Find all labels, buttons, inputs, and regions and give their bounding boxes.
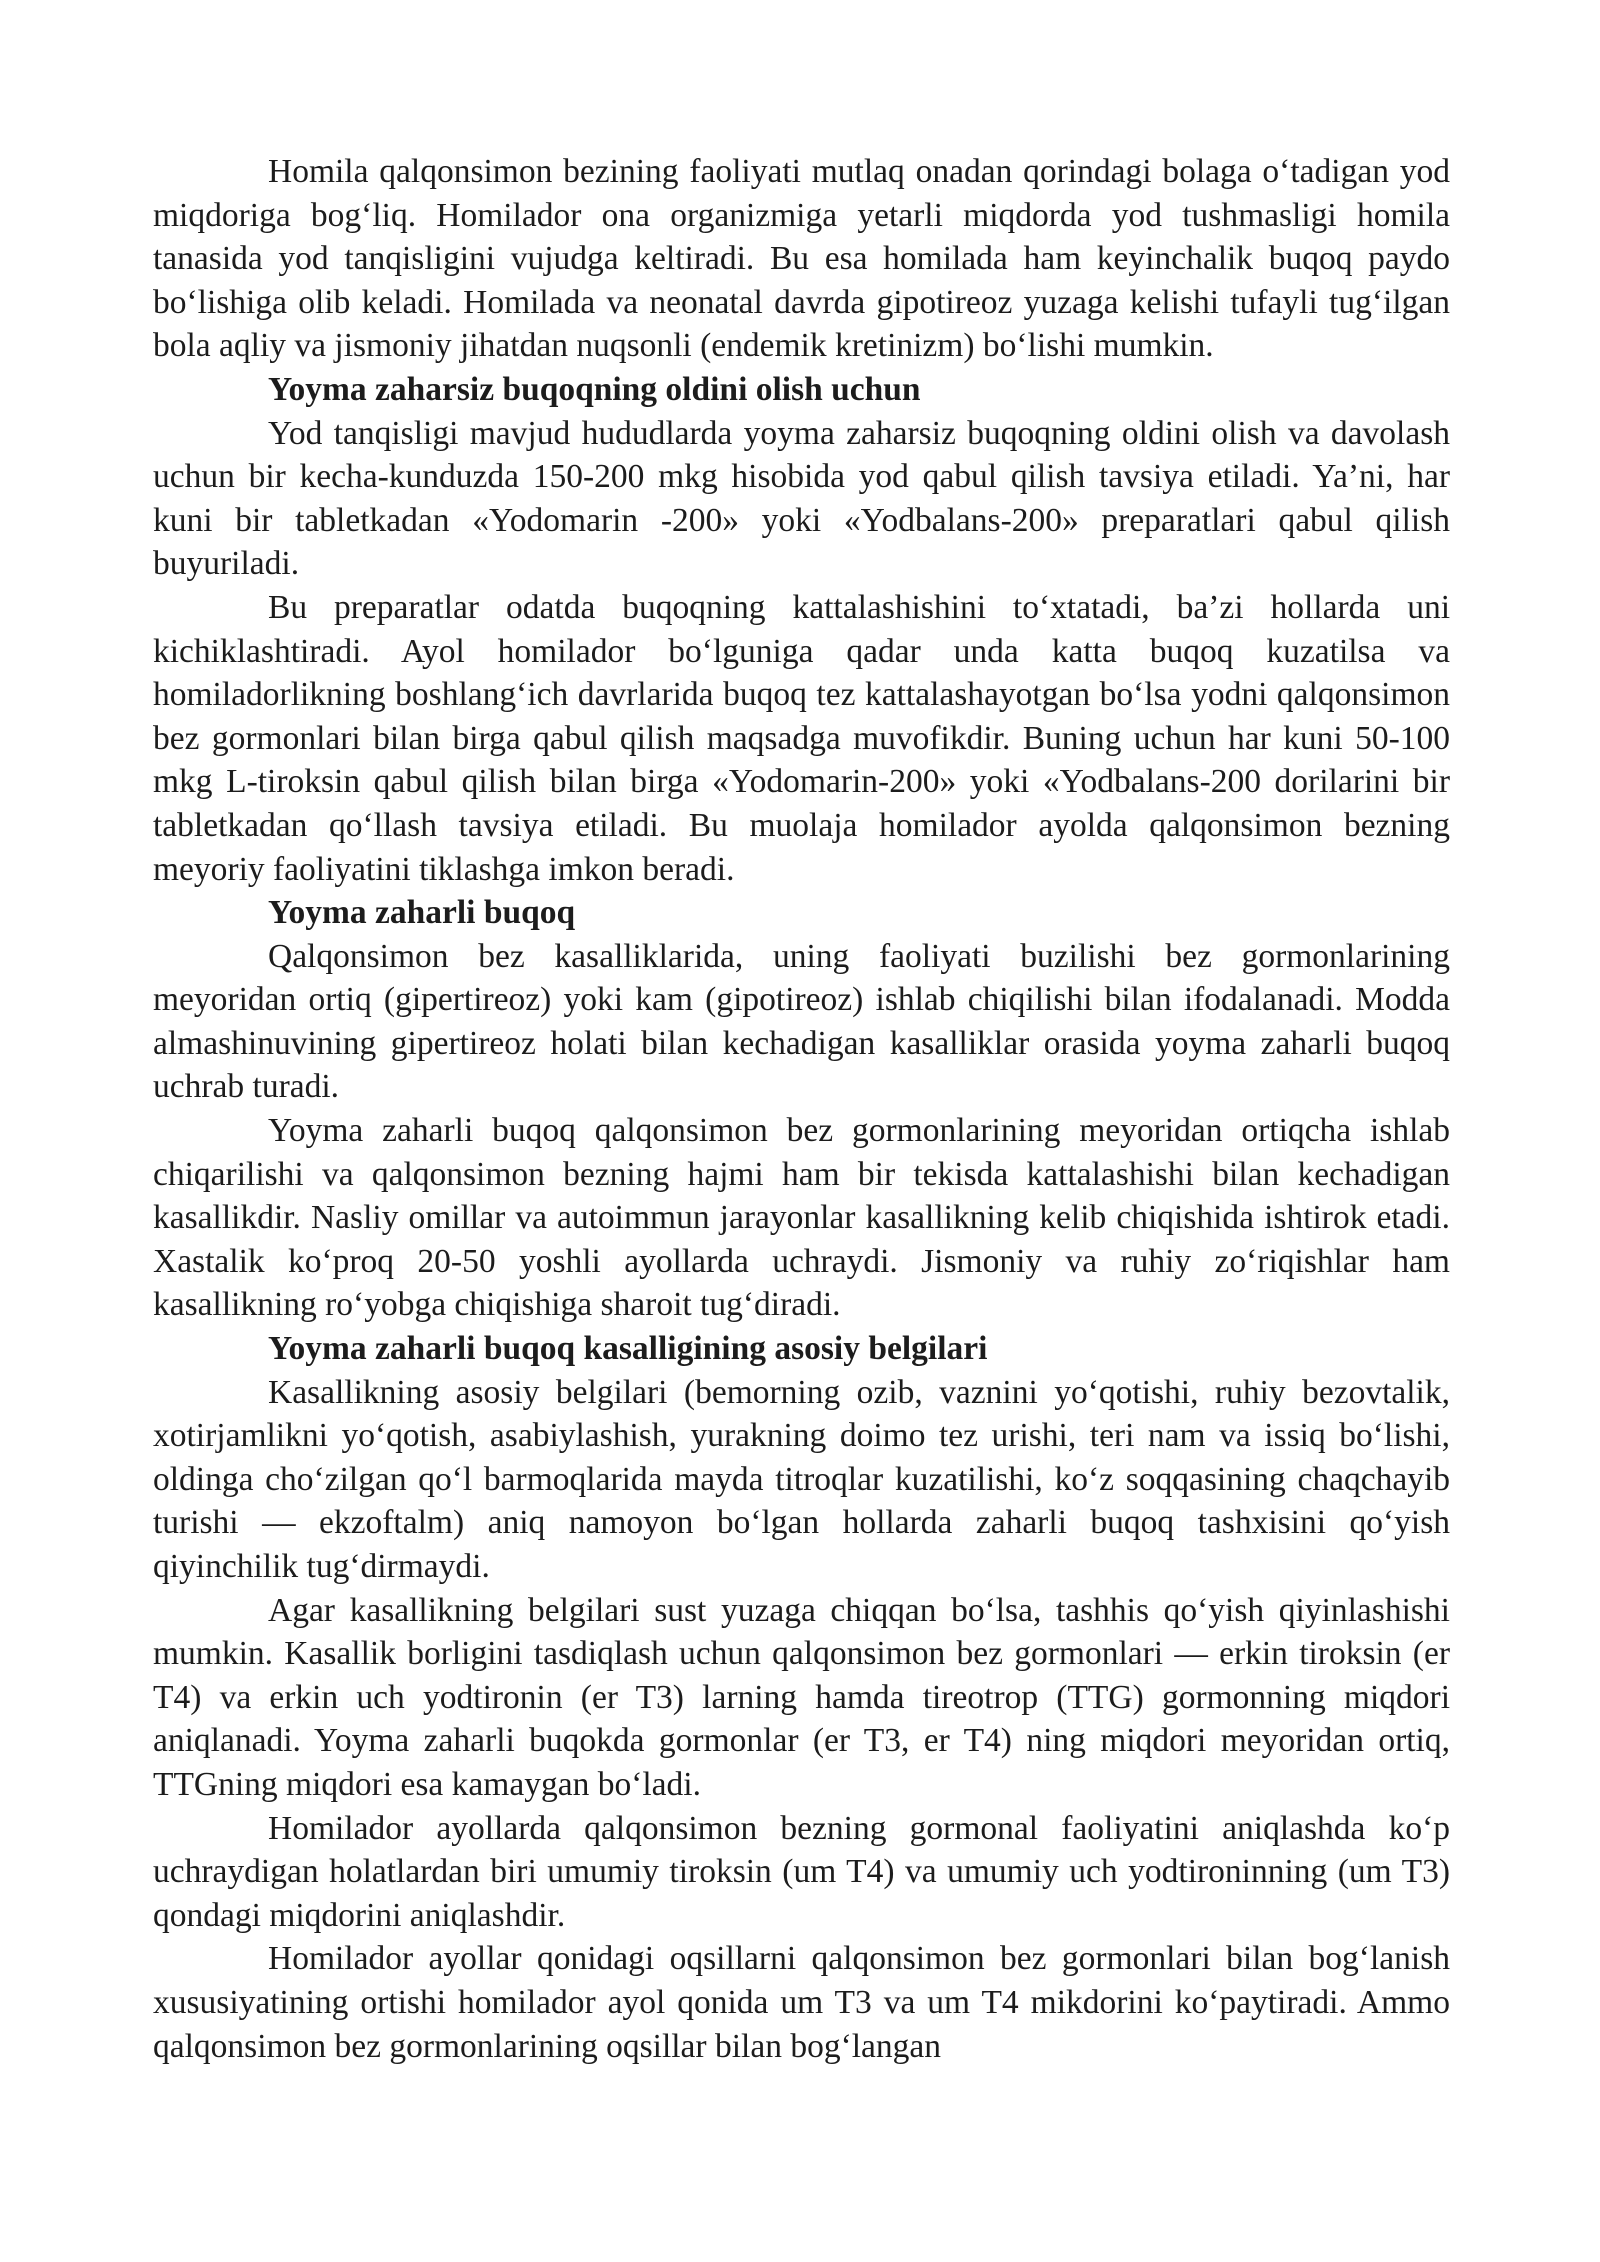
paragraph-homila-yod: Homila qalqonsimon bezining faoliyati mutlaq onadan qorindagi bolaga o‘tadigan yod miqdoriga bog‘liq. Homilador ona organizmiga yetarli miqdorda yod tushmasligi homila tanasida yod tanqisligini vujudga keltiradi. Bu esa homilada ham keyinchalik buqoq paydo bo‘lishiga olib keladi. Homilada va neonatal davrda gipotireoz yuzaga kelishi tufayli tug‘ilgan bola aqliy va jismoniy jihatdan nuqsonli (endemik kretinizm) bo‘lishi mumkin.	[153, 153, 1450, 365]
paragraph-zaharli-buqoq-tavsifi: Yoyma zaharli buqoq qalqonsimon bez gormonlarining meyoridan ortiqcha ishlab chiqarilishi va qalqonsimon bezning hajmi ham bir tekisda kattalashishi bilan kechadigan kasallikdir. Nasliy omillar va autoimmun jarayonlar kasallikning kelib chiqishida ishtirok etadi. Xastalik ko‘proq 20-50 yoshli ayollarda uchraydi. Jismoniy va ruhiy zo‘riqishlar ham kasallikning ro‘yobga chiqishiga sharoit tug‘diradi.	[153, 1112, 1450, 1324]
heading-asosiy-belgilari: Yoyma zaharli buqoq kasalligining asosiy belgilari	[268, 1330, 988, 1368]
paragraph-tashhis: Agar kasallikning belgilari sust yuzaga chiqqan bo‘lsa, tashhis qo‘yish qiyinlashishi mumkin. Kasallik borligini tasdiqlash uchun qalqonsimon bez gormonlari — erkin tiroksin (er T4) va erkin uch yodtironin (er T3) larning hamda tireotrop (TTG) gormonning miqdori aniqlanadi. Yoyma zaharli buqokda gormonlar (er T3, er T4) ning miqdori meyoridan ortiq, TTGning miqdori esa kamaygan bo‘ladi.	[153, 1591, 1450, 1803]
paragraph-oqsillar: Homilador ayollar qonidagi oqsillarni qalqonsimon bez gormonlari bilan bog‘lanish xususiyatining ortishi homilador ayol qonida um T3 va um T4 mikdorini ko‘paytiradi. Ammo qalqonsimon bez gormonlarining oqsillar bilan bog‘langan	[153, 1940, 1450, 2065]
paragraph-asosiy-belgilari: Kasallikning asosiy belgilari (bemorning ozib, vaznini yo‘qotishi, ruhiy bezovtalik, xotirjamlikni yo‘qotish, asabiylashish, yurakning doimo tez urishi, teri nam va issiq bo‘lishi, oldinga cho‘zilgan qo‘l barmoqlarida mayda titroqlar kuzatilishi, ko‘z soqqasining chaqchayib turishi — ekzoftalm) aniq namoyon bo‘lgan hollarda zaharli buqoq tashxisini qo‘yish qiyinchilik tug‘dirmaydi.	[153, 1373, 1450, 1585]
paragraph-homilador-gormonal: Homilador ayollarda qalqonsimon bezning gormonal faoliyatini aniqlashda ko‘p uchraydigan holatlardan biri umumiy tiroksin (um T4) va umumiy uch yodtironinning (um T3) qondagi miqdorini aniqlashdir.	[153, 1809, 1450, 1934]
paragraph-preparatlar: Bu preparatlar odatda buqoqning kattalashishini to‘xtatadi, ba’zi hollarda uni kichiklashtiradi. Ayol homilador bo‘lguniga qadar unda katta buqoq kuzatilsa va homiladorlikning boshlang‘ich davrlarida buqoq tez kattalashayotgan bo‘lsa yodni qalqonsimon bez gormonlari bilan birga qabul qilish maqsadga muvofikdir. Buning uchun har kuni 50-100 mkg L-tiroksin qabul qilish bilan birga «Yodomarin-200» yoki «Yodbalans-200 dorilarini bir tabletkadan qo‘llash tavsiya etiladi. Bu muolaja homilador ayolda qalqonsimon bezning meyoriy faoliyatini tiklashga imkon beradi.	[153, 588, 1450, 888]
heading-zaharli-buqoq: Yoyma zaharli buqoq	[268, 894, 576, 932]
paragraph-yod-tanqisligi: Yod tanqisligi mavjud hududlarda yoyma zaharsiz buqoqning oldini olish va davolash uchun bir kecha-kunduzda 150-200 mkg hisobida yod qabul qilish tavsiya etiladi. Ya’ni, har kuni bir tabletkadan «Yodomarin -200» yoki «Yodbalans-200» preparatlari qabul qilish buyuriladi.	[153, 414, 1450, 583]
paragraph-qalqonsimon-kasalliklari: Qalqonsimon bez kasalliklarida, uning faoliyati buzilishi bez gormonlarining meyoridan ortiq (gipertireoz) yoki kam (gipotireoz) ishlab chiqilishi bilan ifodalanadi. Modda almashinuvining gipertireoz holati bilan kechadigan kasalliklar orasida yoyma zaharli buqoq uchrab turadi.	[153, 937, 1450, 1106]
heading-zaharsiz-buqoq-oldini-olish: Yoyma zaharsiz buqoqning oldini olish uchun	[268, 370, 921, 408]
